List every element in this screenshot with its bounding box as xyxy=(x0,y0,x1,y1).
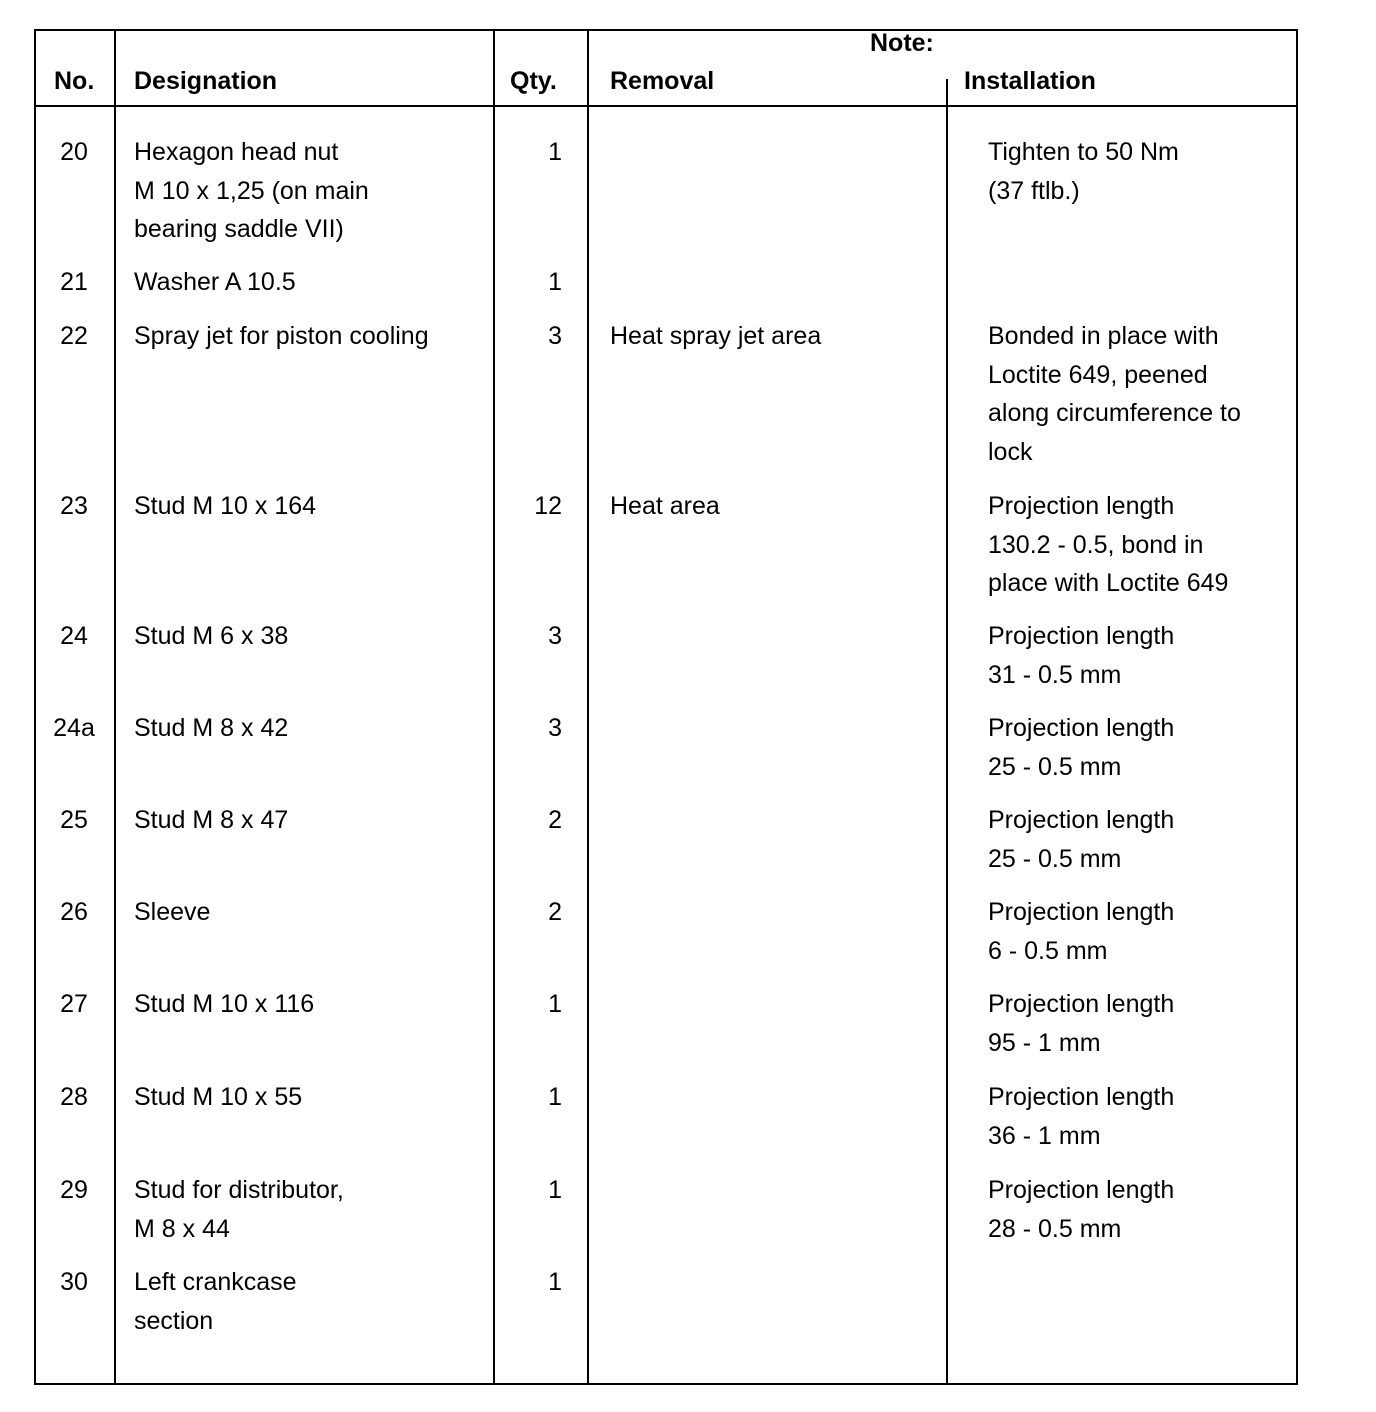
row-installation-note-line: Projection length xyxy=(988,990,1175,1018)
row-quantity: 1 xyxy=(548,990,562,1018)
row-designation xyxy=(134,487,316,526)
row-designation xyxy=(134,263,296,302)
row-number: 24 xyxy=(60,622,88,650)
row-designation xyxy=(134,801,288,840)
row-number: 21 xyxy=(60,268,88,296)
row-installation-note-line: lock xyxy=(988,437,1033,466)
row-installation-note xyxy=(988,985,1174,1062)
row-installation-note xyxy=(988,317,1241,471)
row-number: 26 xyxy=(60,898,88,926)
row-quantity: 2 xyxy=(548,806,562,834)
row-installation-note-line: Loctite 649, peened xyxy=(988,360,1208,389)
header-no: No. xyxy=(54,67,95,95)
row-quantity: 3 xyxy=(548,714,562,742)
row-designation-line: Hexagon head nut xyxy=(134,138,339,166)
header-rule xyxy=(36,105,1296,107)
row-installation-note-line: Projection length xyxy=(988,898,1175,926)
row-quantity: 1 xyxy=(548,268,562,296)
row-removal-note-line: Heat area xyxy=(610,492,720,520)
row-installation-note-line: Projection length xyxy=(988,622,1175,650)
row-installation-note-line: place with Loctite 649 xyxy=(988,569,1229,597)
header-note: Note: xyxy=(870,29,934,57)
row-removal-note xyxy=(610,317,821,356)
row-designation-line: section xyxy=(134,1306,214,1335)
row-installation-note-line: 130.2 - 0.5, bond in xyxy=(988,530,1204,559)
row-installation-note xyxy=(988,133,1179,210)
row-installation-note xyxy=(988,1078,1174,1155)
row-designation-line: Stud M 10 x 164 xyxy=(134,492,317,520)
row-designation xyxy=(134,985,314,1024)
row-designation-line: Stud M 10 x 55 xyxy=(134,1083,303,1111)
row-quantity: 12 xyxy=(534,492,562,520)
row-number: 28 xyxy=(60,1083,88,1111)
row-quantity: 3 xyxy=(548,622,562,650)
row-designation xyxy=(134,133,369,249)
row-installation-note-line: 6 - 0.5 mm xyxy=(988,936,1108,965)
row-number: 23 xyxy=(60,492,88,520)
column-divider xyxy=(114,31,116,1383)
row-installation-note-line: Projection length xyxy=(988,1083,1175,1111)
parts-table xyxy=(34,29,1298,1385)
column-divider xyxy=(946,79,948,1383)
row-quantity: 1 xyxy=(548,1083,562,1111)
row-number: 22 xyxy=(60,322,88,350)
row-designation-line: Stud M 10 x 116 xyxy=(134,990,315,1018)
row-installation-note-line: (37 ftlb.) xyxy=(988,176,1080,205)
row-installation-note xyxy=(988,617,1174,694)
row-number: 30 xyxy=(60,1268,88,1296)
row-number: 27 xyxy=(60,990,88,1018)
row-designation-line: M 8 x 44 xyxy=(134,1214,230,1243)
row-installation-note-line: Projection length xyxy=(988,1176,1175,1204)
row-designation-line: Stud M 8 x 42 xyxy=(134,714,289,742)
row-quantity: 1 xyxy=(548,1268,562,1296)
row-designation-line: Stud M 8 x 47 xyxy=(134,806,289,834)
row-designation-line: Spray jet for piston cooling xyxy=(134,322,429,350)
header-designation: Designation xyxy=(134,67,278,95)
row-removal-note-line: Heat spray jet area xyxy=(610,322,822,350)
row-installation-note xyxy=(988,1171,1174,1248)
row-designation-line: Stud for distributor, xyxy=(134,1176,344,1204)
row-installation-note xyxy=(988,487,1228,603)
row-installation-note-line: Projection length xyxy=(988,806,1175,834)
row-designation-line: Sleeve xyxy=(134,898,211,926)
row-installation-note-line: along circumference to xyxy=(988,399,1241,427)
row-designation-line: Left crankcase xyxy=(134,1268,297,1296)
row-installation-note-line: Tighten to 50 Nm xyxy=(988,138,1179,166)
row-designation xyxy=(134,317,429,356)
row-quantity: 2 xyxy=(548,898,562,926)
row-number: 29 xyxy=(60,1176,88,1204)
row-designation xyxy=(134,893,210,932)
row-designation-line: Stud M 6 x 38 xyxy=(134,622,289,650)
row-installation-note xyxy=(988,893,1174,970)
row-quantity: 3 xyxy=(548,322,562,350)
row-designation-line: Washer A 10.5 xyxy=(134,268,296,296)
header-qty: Qty. xyxy=(510,67,557,95)
row-installation-note xyxy=(988,709,1174,786)
row-installation-note-line: 95 - 1 mm xyxy=(988,1028,1101,1057)
row-designation xyxy=(134,1171,344,1248)
column-divider xyxy=(587,31,589,1383)
header-removal: Removal xyxy=(610,67,715,95)
row-quantity: 1 xyxy=(548,138,562,166)
row-designation xyxy=(134,709,288,748)
row-designation xyxy=(134,1078,302,1117)
row-designation-line: bearing saddle VII) xyxy=(134,215,344,243)
row-installation-note-line: 28 - 0.5 mm xyxy=(988,1214,1122,1243)
row-designation xyxy=(134,1263,297,1340)
row-designation xyxy=(134,617,288,656)
row-installation-note-line: 31 - 0.5 mm xyxy=(988,660,1122,689)
header-installation: Installation xyxy=(964,67,1096,95)
row-installation-note xyxy=(988,801,1174,878)
row-removal-note xyxy=(610,487,720,526)
row-installation-note-line: Bonded in place with xyxy=(988,322,1219,350)
row-designation-line: M 10 x 1,25 (on main xyxy=(134,176,369,205)
row-installation-note-line: Projection length xyxy=(988,492,1175,520)
row-installation-note-line: 25 - 0.5 mm xyxy=(988,844,1122,873)
row-number: 20 xyxy=(60,138,88,166)
row-installation-note-line: 25 - 0.5 mm xyxy=(988,752,1122,781)
row-number: 24a xyxy=(53,714,95,742)
row-number: 25 xyxy=(60,806,88,834)
row-quantity: 1 xyxy=(548,1176,562,1204)
row-installation-note-line: 36 - 1 mm xyxy=(988,1121,1101,1150)
row-installation-note-line: Projection length xyxy=(988,714,1175,742)
